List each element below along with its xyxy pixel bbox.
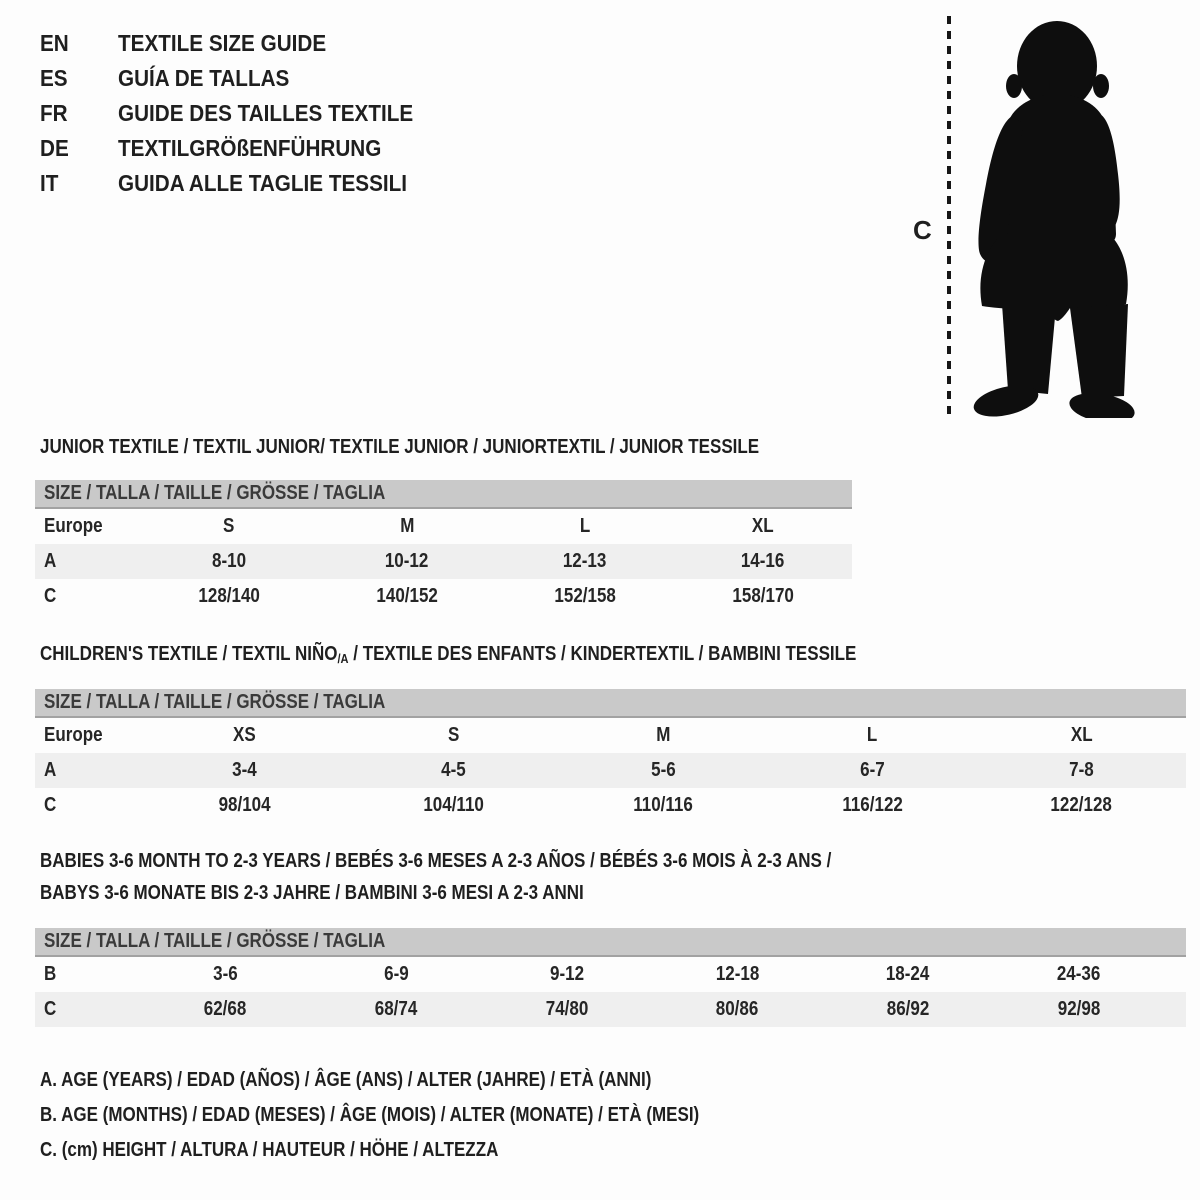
cell-text: 86/92 [886,998,930,1020]
cell [481,998,652,1021]
children-age-row [35,753,1186,788]
cell [768,759,977,782]
language-row-it [40,166,446,201]
cell-text: 68/74 [374,998,418,1020]
cell-text: L [579,515,591,537]
cell [674,585,852,608]
children-section-title [40,642,1000,671]
language-label [118,135,411,162]
babies-months-row [35,957,1186,992]
junior-section-title-text: JUNIOR TEXTILE / TEXTIL JUNIOR/ TEXTILE JUNIOR / JUNIORTEXTIL / JUNIOR TESSILE [40,436,760,458]
cell [318,550,496,573]
size-header-text: SIZE / TALLA / TAILLE / GRÖSSE / TAGLIA [44,482,386,504]
height-dashed-line [947,16,951,420]
row-label-text: Europe [44,724,103,746]
cell [140,794,349,817]
language-row-es [40,61,446,96]
row-label-text: C [44,998,57,1020]
cell-text: 10-12 [385,550,429,572]
cell [496,585,674,608]
row-label [35,550,140,573]
junior-height-row [35,579,852,614]
cell-text: S [223,515,235,537]
cell [318,585,496,608]
cell-text: 6-7 [859,759,885,781]
junior-europe-row [35,509,852,544]
cell-text: 140/152 [376,585,438,607]
babies-title-line2: BABYS 3-6 MONATE BIS 2-3 JAHRE / BAMBINI 3-6 MESI A 2-3 ANNI [40,882,584,904]
cell [311,998,482,1021]
cell-text: L [867,724,878,746]
cell-text: 152/158 [554,585,616,607]
language-label [118,100,446,127]
legend-line-age-months [40,1103,816,1127]
language-code-text: DE [40,135,69,161]
cell [140,550,318,573]
language-label-text: GUIDA ALLE TAGLIE TESSILI [118,170,408,196]
cell-text: 98/104 [218,794,271,816]
cell-text: M [399,515,415,537]
cell [349,794,558,817]
language-row-fr [40,96,446,131]
babies-size-header-row [35,928,1186,957]
cell-text: 80/86 [716,998,759,1020]
cell-text: 62/68 [204,998,247,1020]
cell [558,794,767,817]
cell [140,515,318,538]
cell-text: 24-36 [1056,963,1101,985]
row-label [35,759,140,782]
cell-text: 3-4 [232,759,257,781]
cell [977,794,1186,817]
legend-line-height [40,1138,579,1162]
height-marker-label: C [913,215,932,245]
cell-text: 12-18 [715,963,760,985]
language-code [40,30,118,57]
cell [558,724,767,747]
cell-text: 116/122 [841,794,903,816]
row-label [35,998,140,1021]
cell-text: 3-6 [213,963,238,985]
language-code-text: IT [40,170,59,196]
language-code-text: FR [40,100,68,126]
row-label-text: B [44,963,57,985]
cell [558,759,767,782]
legend-line-b-text: B. AGE (MONTHS) / EDAD (MESES) / ÂGE (MOIS) / ALTER (MONATE) / ETÀ (MESI) [40,1104,700,1126]
cell [977,724,1186,747]
cell-text: 6-9 [383,963,409,985]
cell-text: XL [752,515,774,537]
language-label [118,65,308,92]
babies-title-line1: BABIES 3-6 MONTH TO 2-3 YEARS / BEBÉS 3-6 MESES A 2-3 AÑOS / BÉBÉS 3-6 MOIS À 2-3 ANS / [40,850,832,872]
language-row-de [40,131,446,166]
row-label [35,794,140,817]
language-code-text: EN [40,30,69,56]
cell [674,550,852,573]
children-title-rest: / TEXTILE DES ENFANTS / KINDERTEXTIL / BAMBINI TESSILE [348,643,857,665]
cell [140,759,349,782]
cell-text: 8-10 [211,550,247,572]
cell-text: 122/128 [1050,794,1113,816]
cell [311,963,482,986]
cell-text: 9-12 [549,963,584,985]
cell [140,998,311,1021]
cell [318,515,496,538]
junior-section-title [40,435,886,459]
children-title-sub: /A [337,651,349,666]
cell [977,759,1186,782]
language-label [118,30,349,57]
cell [496,515,674,538]
toddler-silhouette-icon [962,16,1140,418]
cell-text: 5-6 [650,759,676,781]
language-list [40,26,446,201]
cell [652,963,823,986]
cell [823,963,994,986]
language-label [118,170,439,197]
row-label-text: A [44,759,57,781]
language-row-en [40,26,446,61]
legend-line-c-text: C. (cm) HEIGHT / ALTURA / HAUTEUR / HÖHE / ALTEZZA [40,1139,499,1161]
language-code [40,100,118,127]
row-label [35,963,140,986]
cell [823,998,994,1021]
language-label-text: GUÍA DE TALLAS [118,65,290,91]
language-code [40,65,118,92]
cell-text: 128/140 [198,585,260,607]
cell-text: M [655,724,671,746]
size-header-text: SIZE / TALLA / TAILLE / GRÖSSE / TAGLIA [44,930,386,952]
children-height-row [35,788,1186,823]
legend-line-age-years [40,1068,759,1092]
junior-age-row [35,544,852,579]
cell [768,724,977,747]
cell-text: 158/170 [732,585,794,607]
language-code [40,135,118,162]
children-title-main: CHILDREN'S TEXTILE / TEXTIL NIÑO [40,643,338,665]
row-label-text: Europe [44,515,103,537]
cell [349,759,558,782]
cell [140,585,318,608]
cell [140,724,349,747]
cell-text: 14-16 [741,550,785,572]
cell [349,724,558,747]
language-code-text: ES [40,65,68,91]
row-label-text: C [44,585,57,607]
cell-text: XS [233,724,256,746]
cell-text: 7-8 [1069,759,1094,781]
cell-text: 92/98 [1057,998,1100,1020]
junior-size-table [35,480,852,614]
row-label [35,515,140,538]
legend-line-a-text: A. AGE (YEARS) / EDAD (AÑOS) / ÂGE (ANS) / ALTER (JAHRE) / ETÀ (ANNI) [40,1069,652,1091]
row-label [35,585,140,608]
language-label-text: GUIDE DES TAILLES TEXTILE [118,100,414,126]
cell [993,963,1164,986]
language-label-text: TEXTILGRÖßENFÜHRUNG [118,135,382,161]
babies-size-table [35,928,1186,1027]
row-label-text: C [44,794,57,816]
cell [993,998,1164,1021]
cell-text: XL [1070,724,1093,746]
language-code [40,170,118,197]
row-label [35,724,140,747]
cell [140,963,311,986]
language-label-text: TEXTILE SIZE GUIDE [118,30,327,56]
cell [768,794,977,817]
cell-text: 4-5 [441,759,467,781]
cell-text: 74/80 [545,998,588,1020]
cell-text: 18-24 [886,963,930,985]
cell [674,515,852,538]
children-section-title-text [40,642,856,671]
size-header-text: SIZE / TALLA / TAILLE / GRÖSSE / TAGLIA [44,691,386,713]
cell-text: 104/110 [423,794,485,816]
cell-text: S [448,724,460,746]
cell [481,963,652,986]
cell [496,550,674,573]
cell-text: 12-13 [563,550,607,572]
children-europe-row [35,718,1186,753]
babies-height-row [35,992,1186,1027]
junior-size-header-row [35,480,852,509]
cell-text: 110/116 [633,794,693,816]
children-size-table [35,689,1186,823]
babies-section-title [40,845,971,909]
cell [652,998,823,1021]
children-size-header-row [35,689,1186,718]
row-label-text: A [44,550,57,572]
